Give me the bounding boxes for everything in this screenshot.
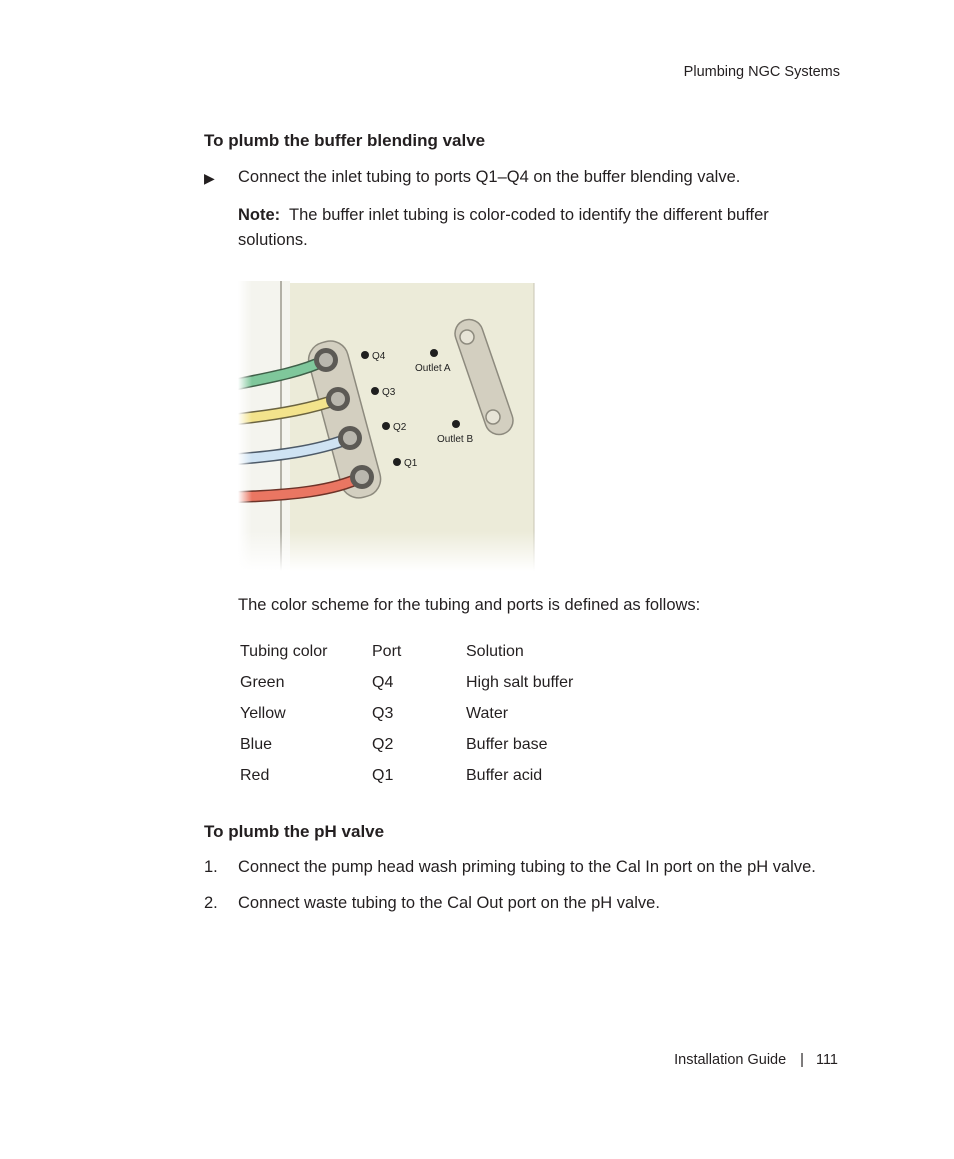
footer-guide-title: Installation Guide bbox=[674, 1052, 787, 1068]
left-fade bbox=[238, 281, 252, 571]
table-cell: Q2 bbox=[372, 736, 394, 753]
page-number: 111 bbox=[815, 1052, 838, 1068]
port-fitting-q4-icon bbox=[314, 348, 338, 372]
table-row bbox=[240, 674, 626, 705]
port-dot-q1-icon bbox=[393, 458, 401, 466]
bullet-triangle-icon: ▶ bbox=[204, 170, 215, 186]
section-heading-ph-valve: To plumb the pH valve bbox=[204, 822, 385, 841]
outlet-b-dot-icon bbox=[452, 420, 460, 428]
bottom-fade bbox=[238, 531, 536, 571]
table-cell: Q3 bbox=[372, 705, 394, 722]
column-header: Solution bbox=[466, 643, 524, 660]
table-cell: Buffer base bbox=[466, 736, 548, 753]
port-dot-q4-icon bbox=[361, 351, 369, 359]
label-q3: Q3 bbox=[382, 387, 396, 398]
scheme-intro: The color scheme for the tubing and ports is defined as follows: bbox=[238, 596, 701, 614]
step-text: Connect the pump head wash priming tubing to the Cal In port on the pH valve. bbox=[238, 858, 816, 876]
table-cell: Q4 bbox=[372, 674, 394, 691]
section-heading-buffer-valve: To plumb the buffer blending valve bbox=[204, 131, 486, 150]
port-fitting-q3-icon bbox=[326, 387, 350, 411]
tubing-color-table bbox=[240, 643, 626, 798]
port-fitting-q2-icon bbox=[338, 426, 362, 450]
outlet-screw-top-icon bbox=[460, 330, 474, 344]
step-text: Connect waste tubing to the Cal Out port on the pH valve. bbox=[238, 894, 660, 912]
port-fitting-q1-icon bbox=[350, 465, 374, 489]
note-label: Note: bbox=[238, 206, 281, 224]
outlet-screw-bottom-icon bbox=[486, 410, 500, 424]
table-cell: Buffer acid bbox=[466, 767, 543, 784]
table-row bbox=[240, 767, 626, 798]
buffer-valve-figure bbox=[238, 281, 536, 571]
label-outlet-a: Outlet A bbox=[415, 363, 451, 374]
buffer-valve-illustration bbox=[238, 281, 536, 571]
port-dot-q3-icon bbox=[371, 387, 379, 395]
page-footer bbox=[674, 1052, 838, 1068]
table-cell: Blue bbox=[240, 736, 273, 753]
table-cell: Q1 bbox=[372, 767, 394, 784]
table-cell: High salt buffer bbox=[466, 674, 574, 691]
running-header: Plumbing NGC Systems bbox=[683, 64, 840, 80]
table-cell: Red bbox=[240, 767, 270, 784]
table-row bbox=[240, 705, 626, 736]
label-q2: Q2 bbox=[393, 422, 407, 433]
column-header: Port bbox=[372, 643, 402, 660]
table-cell: Green bbox=[240, 674, 285, 691]
table-cell: Yellow bbox=[240, 705, 286, 722]
label-q1: Q1 bbox=[404, 458, 418, 469]
step-connect-inlet: Connect the inlet tubing to ports Q1–Q4 on the buffer blending valve. bbox=[238, 168, 741, 186]
label-q4: Q4 bbox=[372, 351, 386, 362]
step-number: 2. bbox=[204, 894, 218, 912]
note-paragraph bbox=[238, 203, 818, 253]
table-row bbox=[240, 736, 626, 767]
note-text: The buffer inlet tubing is color-coded to identify the different buffer solutions. bbox=[238, 206, 769, 249]
step-number: 1. bbox=[204, 858, 218, 876]
label-outlet-b: Outlet B bbox=[437, 434, 474, 445]
port-dot-q2-icon bbox=[382, 422, 390, 430]
outlet-a-dot-icon bbox=[430, 349, 438, 357]
table-header-row bbox=[240, 643, 626, 674]
footer-separator: | bbox=[800, 1052, 804, 1068]
table-cell: Water bbox=[466, 705, 509, 722]
column-header: Tubing color bbox=[240, 643, 328, 660]
